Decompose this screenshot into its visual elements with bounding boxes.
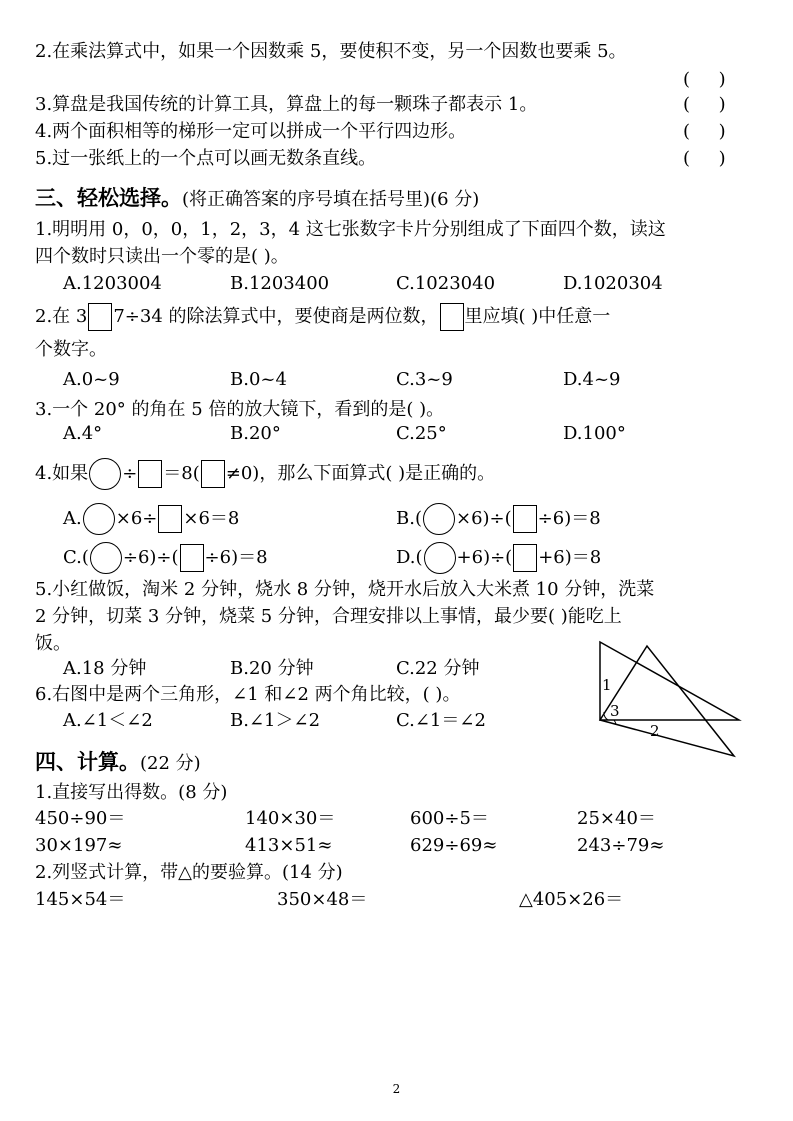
choice-q5-line1: 5.小红做饭，淘米 2 分钟，烧水 8 分钟，烧开水后放入大米煮 10 分钟，洗菜 [35,579,655,600]
blank-circle[interactable] [424,542,456,574]
choice-q5-option: A.18 分钟 [63,658,147,679]
judge-q3: 3.算盘是我国传统的计算工具，算盘上的每一颗珠子都表示 1。 [35,94,538,115]
q4C-text-c: ÷6)＝8 [204,547,268,568]
triangle-two [600,646,734,756]
choice-q3-option: C.25° [396,423,447,444]
triangle-one [600,642,739,720]
choice-q2-option: D.4~9 [563,369,621,390]
answer-paren-q3[interactable]: ( ) [683,94,726,115]
choice-q6-line: 6.右图中是两个三角形，∠1 和∠2 两个角比较，( )。 [35,684,461,705]
angle-label-3: 3 [610,702,620,720]
choice-q5-option: B.20 分钟 [230,658,314,679]
q2-text-b: 7÷34 的除法算式中，要使商是两位数， [113,306,439,327]
choice-q1-line1: 1.明明用 0，0，0，1，2，3，4 这七张数字卡片分别组成了下面四个数，读这 [35,219,666,240]
blank-box[interactable] [513,544,537,572]
choice-q5-option: C.22 分钟 [396,658,480,679]
q4-text-d: ≠0)，那么下面算式( )是正确的。 [225,463,496,484]
section4-heading [35,748,201,778]
answer-paren-q4[interactable]: ( ) [683,121,726,142]
choice-q1-option: B.1203400 [230,273,330,294]
section4-title: 四、计算。 [35,750,140,774]
calc-item: 140×30＝ [245,808,336,829]
choice-q4-option-d [396,542,601,574]
choice-q6-option: A.∠1＜∠2 [63,710,153,731]
angle-label-1: 1 [602,676,612,694]
choice-q4-option-c [63,542,268,574]
calc-item: △405×26＝ [519,889,624,910]
calc-item: 600÷5＝ [410,808,489,829]
section3-heading [35,184,479,214]
blank-box[interactable] [138,460,162,488]
calc-item: 145×54＝ [35,889,126,910]
choice-q1-option: C.1023040 [396,273,496,294]
choice-q6-option: B.∠1＞∠2 [230,710,321,731]
calc-part2-label: 2.列竖式计算，带△的要验算。(14 分) [35,862,343,883]
section4-note: (22 分) [140,753,201,774]
two-triangles-figure [592,632,752,762]
choice-q4-option-b [396,503,601,535]
blank-box[interactable] [440,303,464,331]
choice-q6-option: C.∠1＝∠2 [396,710,486,731]
blank-circle[interactable] [89,458,121,490]
q4B-text-c: ÷6)＝8 [537,508,601,529]
choice-q2-option: B.0~4 [230,369,287,390]
q4B-text-a: B.( [396,508,422,529]
blank-box[interactable] [180,544,204,572]
section3-title: 三、轻松选择。 [35,186,182,210]
blank-box[interactable] [513,505,537,533]
choice-q1-option: D.1020304 [563,273,663,294]
blank-circle[interactable] [83,503,115,535]
choice-q3-option: B.20° [230,423,281,444]
angle-label-2: 2 [650,722,660,740]
calc-item: 450÷90＝ [35,808,126,829]
judge-q4: 4.两个面积相等的梯形一定可以拼成一个平行四边形。 [35,121,467,142]
choice-q3-option: D.100° [563,423,626,444]
q2-text-a: 2.在 3 [35,306,88,327]
calc-part1-label: 1.直接写出得数。(8 分) [35,782,228,803]
choice-q4-option-a [63,503,239,535]
blank-box[interactable] [201,460,225,488]
blank-circle[interactable] [423,503,455,535]
calc-item: 25×40＝ [577,808,656,829]
q2-text-c: 里应填( )中任意一 [464,306,611,327]
q4A-text-a: A. [63,508,82,529]
q4C-text-b: ÷6)÷( [122,547,179,568]
q4C-text-a: C.( [63,547,89,568]
blank-box[interactable] [88,303,112,331]
judge-q5: 5.过一张纸上的一个点可以画无数条直线。 [35,148,377,169]
answer-paren-q5[interactable]: ( ) [683,148,726,169]
q4-text-c: ＝8( [163,463,200,484]
blank-box[interactable] [158,505,182,533]
q4A-text-c: ×6＝8 [183,508,240,529]
answer-paren-q2[interactable]: ( ) [683,69,726,90]
q4D-text-b: +6)÷( [456,547,513,568]
choice-q2-line1 [35,303,610,331]
q4B-text-b: ×6)÷( [455,508,512,529]
calc-item: 350×48＝ [277,889,368,910]
choice-q5-line3: 饭。 [35,633,71,654]
choice-q2-option: A.0~9 [63,369,120,390]
page-number: 2 [392,1082,401,1096]
choice-q3-option: A.4° [63,423,103,444]
choice-q1-option: A.1203004 [63,273,162,294]
calc-item: 413×51≈ [245,835,333,856]
q4D-text-a: D.( [396,547,423,568]
choice-q3-line: 3.一个 20° 的角在 5 倍的放大镜下，看到的是( )。 [35,399,445,420]
choice-q2-option: C.3~9 [396,369,453,390]
choice-q2-line2: 个数字。 [35,339,107,360]
choice-q5-line2: 2 分钟，切菜 3 分钟，烧菜 5 分钟，合理安排以上事情，最少要( )能吃上 [35,606,622,627]
blank-circle[interactable] [90,542,122,574]
calc-item: 243÷79≈ [577,835,665,856]
q4-text-a: 4.如果 [35,463,89,484]
choice-q1-line2: 四个数时只读出一个零的是( )。 [35,246,289,267]
calc-item: 30×197≈ [35,835,123,856]
choice-q4-line [35,458,495,490]
q4-text-b: ÷ [122,463,138,484]
calc-item: 629÷69≈ [410,835,498,856]
q4D-text-c: +6)＝8 [538,547,602,568]
q4A-text-b: ×6÷ [115,508,158,529]
section3-note: (将正确答案的序号填在括号里)(6 分) [182,189,480,210]
judge-q2: 2.在乘法算式中，如果一个因数乘 5，要使积不变，另一个因数也要乘 5。 [35,41,627,62]
